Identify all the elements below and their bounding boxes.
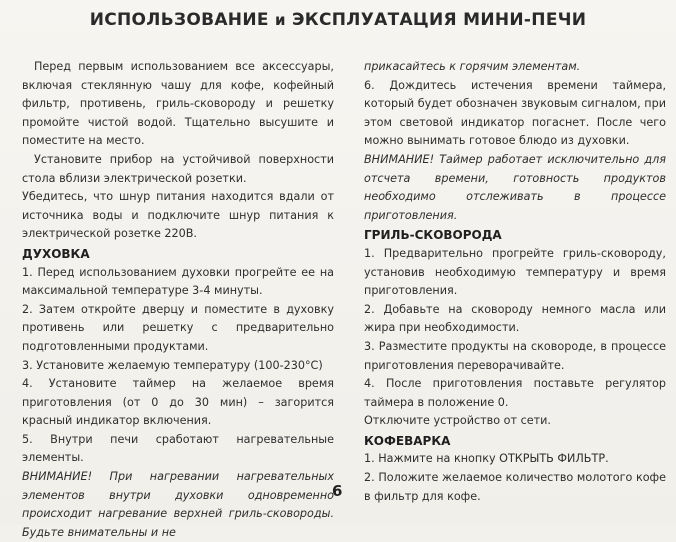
- oven-step-2: 2. Затем откройте дверцу и поместите в духовку противень или решетку с предварительно подготовленными продуктами.: [22, 302, 334, 353]
- oven-heading: ДУХОВКА: [22, 246, 90, 261]
- page-number: 6: [332, 482, 343, 500]
- title-part-1: ИСПОЛЬЗОВАНИЕ: [89, 10, 269, 30]
- oven-step-1: 1. Перед использованием духовки прогрейте ее на максимальной температуре 3-4 минуты.: [22, 265, 334, 298]
- coffee-step-2: 2. Положите желаемое количество молотого кофе в фильтр для кофе.: [364, 471, 666, 503]
- title-part-3: ЭКСПЛУАТАЦИЯ МИНИ-ПЕЧИ: [292, 10, 587, 30]
- grill-step-3: 3. Разместите продукты на сковороде, в процессе приготовления переворачивайте.: [364, 339, 666, 372]
- placement-paragraph: Установите прибор на устойчивой поверхности стола вблизи электрической розетки.: [22, 152, 334, 185]
- intro-paragraph: Перед первым использованием все аксессуары, включая стеклянную чашу для кофе, кофейный фильтр, противень, гриль-сковороду и решетку промойте чистой водой. Тщательно высушите и поместите на место.: [22, 60, 334, 148]
- grill-step-4: 4. После приготовления поставьте регулятор таймера в положение 0.: [364, 377, 666, 409]
- oven-step-4: 4. Установите таймер на желаемое время приготовления (от 0 до 30 мин) – загорится красный индикатор включения.: [22, 377, 334, 428]
- oven-warning: ВНИМАНИЕ! При нагревании нагревательных элементов внутри духовки одновременно происходит нагревание верхней гриль-сковороды. Будьте внимательны и не: [22, 470, 334, 539]
- page-title: [0, 10, 676, 30]
- coffee-step-1: 1. Нажмите на кнопку ОТКРЫТЬ ФИЛЬТР.: [364, 452, 609, 466]
- grill-unplug: Отключите устройство от сети.: [364, 414, 551, 428]
- grill-heading: ГРИЛЬ-СКОВОРОДА: [364, 228, 502, 243]
- title-part-2: и: [274, 11, 286, 29]
- power-cord-paragraph: Убедитесь, что шнур питания находится вдали от источника воды и подключите шнур питания к электрической розетке 220В.: [22, 190, 334, 241]
- left-column: [22, 58, 334, 542]
- grill-step-2: 2. Добавьте на сковороду немного масла или жира при необходимости.: [364, 302, 666, 335]
- timer-warning: ВНИМАНИЕ! Таймер работает исключительно для отсчета времени, готовность продуктов необходимо отслеживать в процессе приготовления.: [364, 152, 666, 222]
- oven-step-5: 5. Внутри печи сработают нагревательные элементы.: [22, 432, 334, 465]
- right-column: [364, 58, 666, 506]
- grill-step-1: 1. Предварительно прогрейте гриль-сковороду, установив необходимую температуру и время приготовления.: [364, 246, 666, 298]
- oven-step-6: 6. Дождитесь истечения времени таймера, который будет обозначен звуковым сигналом, при этом световой индикатор погаснет. После чего можно вынимать готовое блюдо из духовки.: [364, 78, 666, 148]
- warning-continuation: прикасайтесь к горячим элементам.: [364, 60, 581, 73]
- oven-step-3: 3. Установите желаемую температуру (100-230°С): [22, 358, 323, 372]
- coffee-heading: КОФЕВАРКА: [364, 433, 451, 448]
